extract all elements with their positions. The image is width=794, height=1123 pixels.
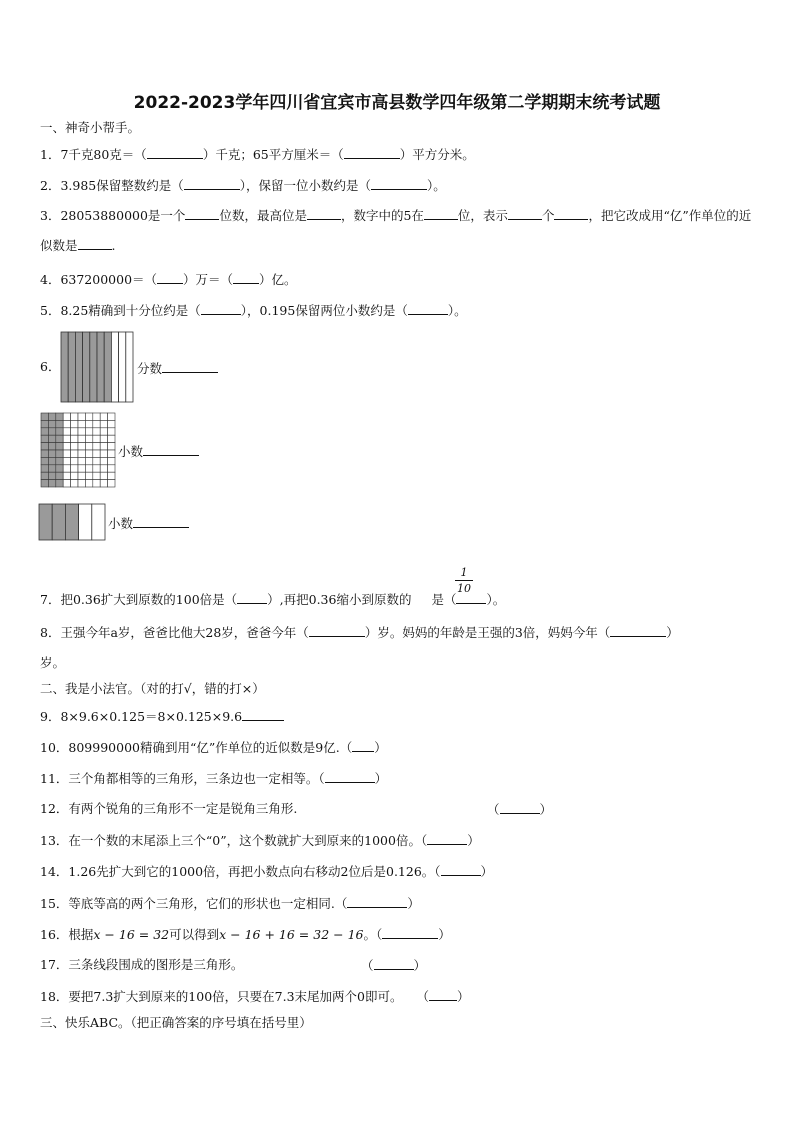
grid-cell bbox=[85, 413, 92, 420]
answer-blank[interactable] bbox=[374, 957, 414, 970]
grid-cell bbox=[63, 413, 70, 420]
question-6-decimal-label-1: 小数 bbox=[118, 442, 199, 460]
grid-cell bbox=[48, 413, 55, 420]
grid-cell bbox=[63, 465, 70, 472]
answer-blank[interactable] bbox=[508, 207, 542, 220]
figure-column bbox=[39, 504, 52, 540]
question-15: 15．等底等高的两个三角形，它们的形状也一定相同.（ ） bbox=[40, 896, 420, 911]
grid-cell bbox=[41, 457, 48, 464]
grid-cell bbox=[78, 472, 85, 479]
question-10: 10．809990000精确到用“亿”作单位的近似数是9亿.（ ） bbox=[40, 740, 387, 755]
question-5: 5．8.25精确到十分位约是（ ），0.195保留两位小数约是（ ）。 bbox=[40, 303, 467, 318]
grid-cell bbox=[100, 435, 107, 442]
grid-cell bbox=[108, 420, 115, 427]
grid-cell bbox=[48, 472, 55, 479]
answer-blank[interactable] bbox=[456, 591, 486, 604]
grid-cell bbox=[78, 450, 85, 457]
grid-cell bbox=[85, 435, 92, 442]
answer-blank[interactable] bbox=[78, 237, 112, 250]
grid-cell bbox=[85, 480, 92, 487]
figure-column bbox=[75, 332, 82, 402]
question-16: 16．根据x − 16 = 32可以得到x − 16 + 16 = 32 − 16。（ ） bbox=[40, 927, 451, 942]
grid-cell bbox=[100, 465, 107, 472]
answer-blank[interactable] bbox=[157, 271, 183, 284]
answer-blank[interactable] bbox=[554, 207, 588, 220]
figure-column bbox=[52, 504, 65, 540]
grid-cell bbox=[48, 435, 55, 442]
answer-blank[interactable] bbox=[371, 177, 427, 190]
answer-blank[interactable] bbox=[427, 832, 467, 845]
answer-blank[interactable] bbox=[201, 302, 241, 315]
grid-cell bbox=[85, 472, 92, 479]
grid-cell bbox=[41, 428, 48, 435]
grid-cell bbox=[41, 443, 48, 450]
answer-blank[interactable] bbox=[382, 926, 438, 939]
equation-2: x − 16 + 16 = 32 − 16 bbox=[219, 927, 364, 942]
fig1-svg bbox=[60, 331, 134, 403]
page-title: 2022-2023学年四川省宜宾市高县数学四年级第二学期期末统考试题 bbox=[133, 93, 661, 113]
grid-cell bbox=[48, 480, 55, 487]
question-12: 12．有两个锐角的三角形不一定是锐角三角形. bbox=[40, 801, 298, 816]
figure-column bbox=[79, 504, 92, 540]
grid-cell bbox=[41, 480, 48, 487]
grid-cell bbox=[71, 420, 78, 427]
grid-cell bbox=[93, 450, 100, 457]
grid-cell bbox=[56, 480, 63, 487]
grid-cell bbox=[71, 443, 78, 450]
grid-cell bbox=[108, 435, 115, 442]
figure-column-strips-10 bbox=[60, 331, 134, 403]
grid-cell bbox=[48, 450, 55, 457]
question-18: 18．要把7.3扩大到原来的100倍，只要在7.3末尾加两个0即可。 （ ） bbox=[40, 989, 470, 1004]
answer-blank[interactable] bbox=[307, 207, 341, 220]
question-8: 8．王强今年a岁，爸爸比他大28岁，爸爸今年（ ）岁。妈妈的年龄是王强的3倍，妈妈今年（ ） bbox=[40, 625, 679, 640]
figure-column bbox=[65, 504, 78, 540]
answer-blank[interactable] bbox=[429, 988, 457, 1001]
grid-cell bbox=[56, 413, 63, 420]
question-4: 4．637200000＝（ ）万＝（ ）亿。 bbox=[40, 272, 297, 287]
grid-cell bbox=[48, 443, 55, 450]
grid-cell bbox=[63, 450, 70, 457]
grid-cell bbox=[108, 413, 115, 420]
question-6-decimal-label-2: 小数 bbox=[108, 514, 189, 532]
question-17-answer: （ ） bbox=[361, 958, 427, 973]
answer-blank[interactable] bbox=[500, 801, 540, 814]
question-3: 3．28053880000是一个 位数，最高位是 ，数字中的5在 位，表示 个 ，把它改成用“亿”作单位的近似数是 . bbox=[40, 208, 752, 253]
question-14: 14．1.26先扩大到它的1000倍，再把小数点向右移动2位后是0.126。（ ） bbox=[40, 864, 494, 879]
answer-blank[interactable] bbox=[424, 207, 458, 220]
answer-blank[interactable] bbox=[441, 863, 481, 876]
grid-cell bbox=[100, 450, 107, 457]
grid-cell bbox=[93, 465, 100, 472]
grid-cell bbox=[78, 435, 85, 442]
grid-cell bbox=[78, 428, 85, 435]
grid-cell bbox=[41, 420, 48, 427]
grid-cell bbox=[48, 465, 55, 472]
grid-cell bbox=[56, 435, 63, 442]
section-2-heading: 二、我是小法官。（对的打√，错的打×） bbox=[40, 681, 265, 696]
grid-cell bbox=[93, 457, 100, 464]
grid-cell bbox=[63, 480, 70, 487]
grid-cell bbox=[71, 450, 78, 457]
grid-cell bbox=[56, 472, 63, 479]
figure-column bbox=[126, 332, 133, 402]
answer-blank[interactable] bbox=[309, 624, 365, 637]
figure-column bbox=[92, 504, 105, 540]
grid-cell bbox=[78, 457, 85, 464]
fraction-one-tenth: 1 10 bbox=[457, 566, 471, 595]
grid-cell bbox=[93, 413, 100, 420]
grid-cell bbox=[78, 465, 85, 472]
grid-cell bbox=[71, 428, 78, 435]
grid-cell bbox=[100, 443, 107, 450]
grid-cell bbox=[63, 443, 70, 450]
grid-cell bbox=[78, 413, 85, 420]
grid-cell bbox=[48, 420, 55, 427]
grid-cell bbox=[41, 413, 48, 420]
question-12-answer: （ ） bbox=[487, 802, 553, 817]
grid-cell bbox=[100, 480, 107, 487]
section-3-heading: 三、快乐ABC。（把正确答案的序号填在括号里） bbox=[40, 1015, 312, 1030]
grid-cell bbox=[63, 435, 70, 442]
question-2: 2．3.985保留整数约是（ ），保留一位小数约是（ ）。 bbox=[40, 178, 446, 193]
grid-cell bbox=[71, 435, 78, 442]
figure-column bbox=[61, 332, 68, 402]
question-17: 17．三条线段围成的图形是三角形。 bbox=[40, 957, 244, 972]
figure-column bbox=[119, 332, 126, 402]
grid-cell bbox=[71, 457, 78, 464]
grid-cell bbox=[108, 443, 115, 450]
grid-cell bbox=[100, 420, 107, 427]
answer-blank[interactable] bbox=[147, 146, 203, 159]
grid-cell bbox=[100, 428, 107, 435]
grid-cell bbox=[100, 472, 107, 479]
grid-cell bbox=[100, 457, 107, 464]
grid-cell bbox=[85, 457, 92, 464]
grid-cell bbox=[93, 435, 100, 442]
figure-hundred-grid bbox=[40, 412, 116, 488]
question-6-number: 6． bbox=[40, 359, 61, 374]
grid-cell bbox=[71, 480, 78, 487]
answer-blank[interactable] bbox=[162, 360, 218, 373]
grid-cell bbox=[108, 457, 115, 464]
question-6-fraction-label: 分数 bbox=[137, 359, 218, 377]
grid-cell bbox=[93, 480, 100, 487]
answer-blank[interactable] bbox=[184, 177, 240, 190]
grid-cell bbox=[78, 480, 85, 487]
question-9: 9．8×9.6×0.125＝8×0.125×9.6 bbox=[40, 708, 284, 725]
grid-cell bbox=[93, 420, 100, 427]
answer-blank[interactable] bbox=[352, 739, 374, 752]
answer-blank[interactable] bbox=[185, 207, 219, 220]
grid-cell bbox=[108, 480, 115, 487]
grid-cell bbox=[108, 465, 115, 472]
grid-cell bbox=[41, 472, 48, 479]
grid-cell bbox=[63, 420, 70, 427]
grid-cell bbox=[108, 428, 115, 435]
grid-cell bbox=[63, 428, 70, 435]
grid-cell bbox=[48, 428, 55, 435]
grid-cell bbox=[85, 443, 92, 450]
grid-cell bbox=[78, 420, 85, 427]
fig3-svg bbox=[38, 503, 106, 541]
answer-blank[interactable] bbox=[408, 302, 448, 315]
grid-cell bbox=[85, 465, 92, 472]
grid-cell bbox=[93, 472, 100, 479]
grid-cell bbox=[71, 413, 78, 420]
answer-blank[interactable] bbox=[325, 770, 375, 783]
question-7: 7．把0.36扩大到原数的100倍是（ ）,再把0.36缩小到原数的 是（ ）。 bbox=[40, 592, 506, 607]
answer-blank[interactable] bbox=[237, 591, 267, 604]
answer-blank[interactable] bbox=[242, 708, 284, 721]
figure-column bbox=[104, 332, 111, 402]
answer-blank[interactable] bbox=[347, 895, 407, 908]
grid-cell bbox=[93, 428, 100, 435]
question-13: 13．在一个数的末尾添上三个“0”，这个数就扩大到原来的1000倍。（ ） bbox=[40, 833, 480, 848]
figure-column bbox=[111, 332, 118, 402]
grid-cell bbox=[85, 450, 92, 457]
grid-cell bbox=[56, 457, 63, 464]
grid-cell bbox=[41, 435, 48, 442]
grid-cell bbox=[71, 465, 78, 472]
grid-cell bbox=[56, 420, 63, 427]
answer-blank[interactable] bbox=[610, 624, 666, 637]
figure-column bbox=[68, 332, 75, 402]
grid-cell bbox=[85, 428, 92, 435]
figure-column-strips-5 bbox=[38, 503, 106, 541]
question-8-continued: 岁。 bbox=[40, 655, 66, 670]
question-1: 1．7千克80克＝（ ）千克；65平方厘米＝（ ）平方分米。 bbox=[40, 147, 475, 162]
equation-1: x − 16 = 32 bbox=[93, 927, 170, 942]
grid-cell bbox=[100, 413, 107, 420]
figure-column bbox=[97, 332, 104, 402]
grid-cell bbox=[63, 457, 70, 464]
grid-cell bbox=[56, 450, 63, 457]
answer-blank[interactable] bbox=[344, 146, 400, 159]
grid-cell bbox=[71, 472, 78, 479]
grid-cell bbox=[108, 472, 115, 479]
grid-cell bbox=[56, 465, 63, 472]
grid-cell bbox=[93, 443, 100, 450]
grid-cell bbox=[41, 450, 48, 457]
grid-cell bbox=[56, 428, 63, 435]
grid-cell bbox=[108, 450, 115, 457]
grid-cell bbox=[63, 472, 70, 479]
answer-blank[interactable] bbox=[133, 515, 189, 528]
section-1-heading: 一、神奇小帮手。 bbox=[40, 120, 141, 135]
answer-blank[interactable] bbox=[233, 271, 259, 284]
grid-cell bbox=[78, 443, 85, 450]
fig2-svg bbox=[40, 412, 116, 488]
figure-column bbox=[83, 332, 90, 402]
grid-cell bbox=[48, 457, 55, 464]
grid-cell bbox=[56, 443, 63, 450]
question-11: 11．三个角都相等的三角形，三条边也一定相等。（ ） bbox=[40, 771, 388, 786]
grid-cell bbox=[85, 420, 92, 427]
grid-cell bbox=[41, 465, 48, 472]
figure-column bbox=[90, 332, 97, 402]
answer-blank[interactable] bbox=[143, 443, 199, 456]
